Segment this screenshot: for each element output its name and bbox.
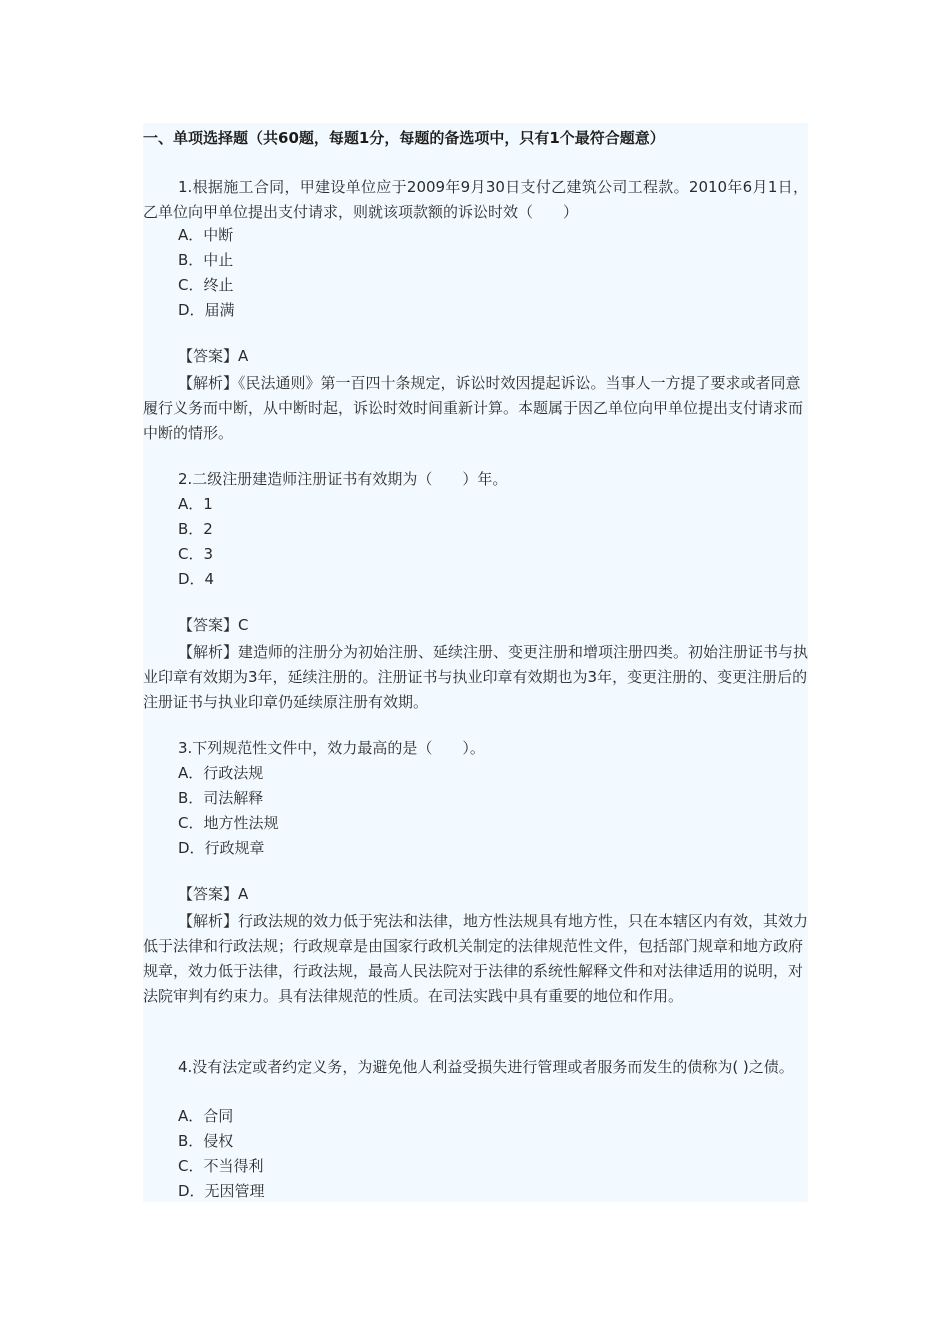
question-stem: 4.没有法定或者约定义务，为避免他人利益受损失进行管理或者服务而发生的债称为( )之债。 <box>178 1058 794 1076</box>
option-d: D．4 <box>178 570 215 588</box>
option-c: C．终止 <box>178 276 234 294</box>
answer-label: 【答案】C <box>178 616 249 634</box>
question-panel <box>143 123 808 1202</box>
question-stem: 1.根据施工合同，甲建设单位应于2009年9月30日支付乙建筑公司工程款。2010年6月1日，乙单位向甲单位提出支付请求，则就该项款额的诉讼时效（ ） <box>143 178 808 221</box>
option-c: C．地方性法规 <box>178 814 279 832</box>
answer-label: 【答案】A <box>178 347 249 365</box>
option-d: D．行政规章 <box>178 839 265 857</box>
question-stem: 3.下列规范性文件中，效力最高的是（ ）。 <box>178 739 485 757</box>
option-a: A．合同 <box>178 1107 234 1125</box>
question-stem: 2.二级注册建造师注册证书有效期为（ ）年。 <box>178 470 508 488</box>
option-a: A．1 <box>178 495 213 513</box>
explanation: 【解析】《民法通则》第一百四十条规定，诉讼时效因提起诉讼。当事人一方提了要求或者同意履行义务而中断，从中断时起，诉讼时效时间重新计算。本题属于因乙单位向甲单位提出支付请求而中断的情形。 <box>143 374 804 442</box>
option-b: B．司法解释 <box>178 789 264 807</box>
option-b: B．侵权 <box>178 1132 234 1150</box>
section-title: 一、单项选择题（共60题，每题1分，每题的备选项中，只有1个最符合题意） <box>143 129 665 147</box>
answer-label: 【答案】A <box>178 885 249 903</box>
option-a: A．中断 <box>178 226 234 244</box>
option-c: C．3 <box>178 545 214 563</box>
option-a: A．行政法规 <box>178 764 264 782</box>
explanation: 【解析】行政法规的效力低于宪法和法律，地方性法规具有地方性，只在本辖区内有效，其效力低于法律和行政法规；行政规章是由国家行政机关制定的法律规范性文件，包括部门规章和地方政府规章，效力低于法律，行政法规，最高人民法院对于法律的系统性解释文件和对法律适用的说明，对法院审判有约束力。具有法律规范的性质。在司法实践中具有重要的地位和作用。 <box>143 912 809 1005</box>
option-d: D．无因管理 <box>178 1182 265 1200</box>
explanation: 【解析】建造师的注册分为初始注册、延续注册、变更注册和增项注册四类。初始注册证书与执业印章有效期为3年，延续注册的。注册证书与执业印章有效期也为3年，变更注册的、变更注册后的注册证书与执业印章仍延续原注册有效期。 <box>143 643 809 711</box>
option-b: B．中止 <box>178 251 234 269</box>
option-c: C．不当得利 <box>178 1157 264 1175</box>
option-b: B．2 <box>178 520 213 538</box>
option-d: D．届满 <box>178 301 235 319</box>
